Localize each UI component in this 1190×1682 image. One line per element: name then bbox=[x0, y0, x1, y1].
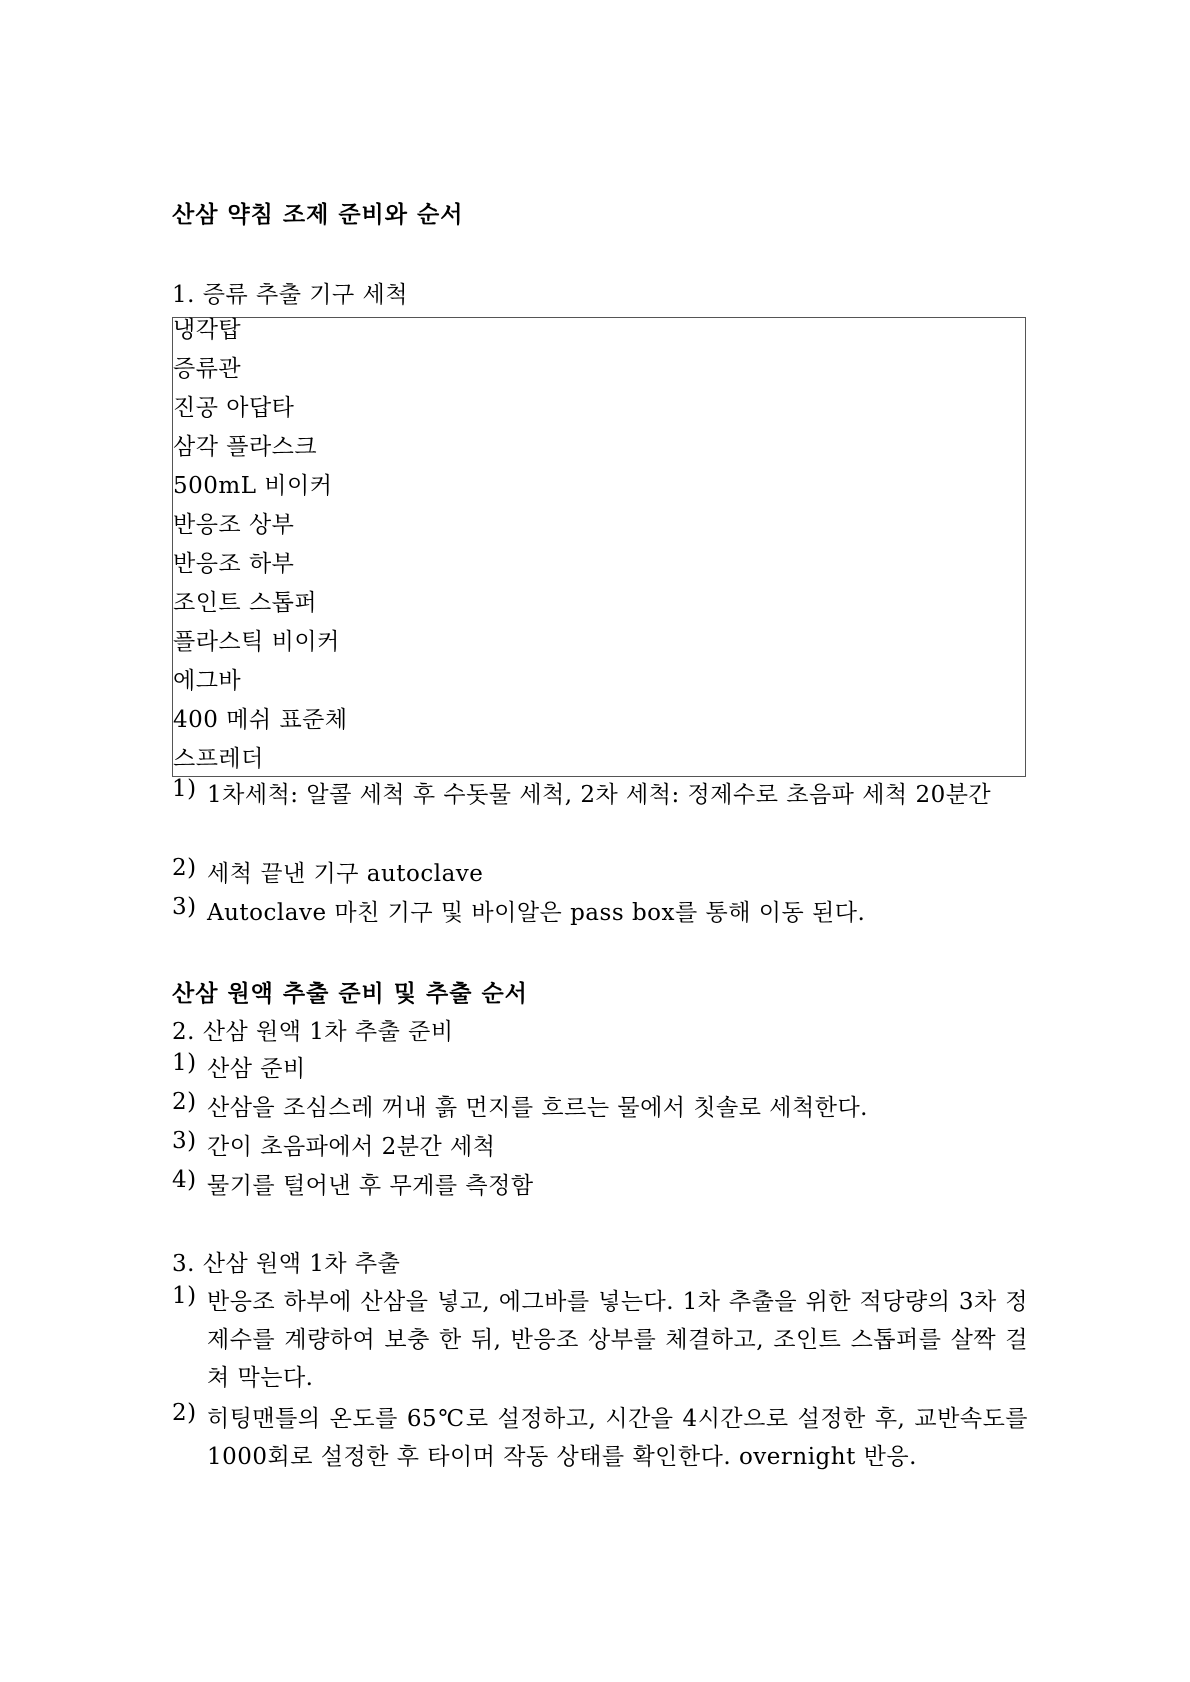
equipment-item: 반응조 하부 bbox=[173, 551, 295, 577]
equipment-item: 400 메쉬 표준체 bbox=[173, 707, 348, 733]
equipment-item: 증류관 bbox=[173, 356, 242, 382]
equipment-item: 삼각 플라스크 bbox=[173, 434, 318, 460]
list-number: 3) bbox=[172, 894, 197, 920]
list-text: 간이 초음파에서 2분간 세척 bbox=[207, 1134, 496, 1160]
list-number: 1) bbox=[172, 1050, 197, 1076]
equipment-item: 냉각탑 bbox=[173, 317, 242, 343]
section1-heading: 1. 증류 추출 기구 세척 bbox=[172, 282, 408, 308]
list-text: 물기를 털어낸 후 무게를 측정함 bbox=[207, 1173, 534, 1199]
list-number: 2) bbox=[172, 855, 197, 881]
equipment-item: 에그바 bbox=[173, 668, 242, 694]
list-text: Autoclave 마친 기구 및 바이알은 pass box를 통해 이동 된다. bbox=[207, 900, 866, 926]
list-number: 1) bbox=[172, 1283, 197, 1309]
section3-heading: 3. 산삼 원액 1차 추출 bbox=[172, 1251, 401, 1277]
list-number: 4) bbox=[172, 1167, 197, 1193]
list-text: 반응조 하부에 산삼을 넣고, 에그바를 넣는다. 1차 추출을 위한 적당량의 3차 정제수를 계량하여 보충 한 뒤, 반응조 상부를 체결하고, 조인트 스톱퍼를 살짝 걸쳐 막는다. bbox=[207, 1289, 1028, 1391]
list-text: 산삼을 조심스레 꺼내 흙 먼지를 흐르는 물에서 칫솔로 세척한다. bbox=[207, 1095, 868, 1121]
equipment-table bbox=[172, 317, 1026, 777]
equipment-item: 플라스틱 비이커 bbox=[173, 629, 340, 655]
equipment-item: 500mL 비이커 bbox=[173, 473, 333, 499]
list-number: 3) bbox=[172, 1128, 197, 1154]
list-text: 1차세척: 알콜 세척 후 수돗물 세척, 2차 세척: 정제수로 초음파 세척 20분간 bbox=[207, 782, 992, 808]
list-text: 세척 끝낸 기구 autoclave bbox=[207, 861, 484, 887]
document-title: 산삼 약침 조제 준비와 순서 bbox=[172, 201, 464, 228]
equipment-item: 반응조 상부 bbox=[173, 512, 295, 538]
list-number: 1) bbox=[172, 776, 197, 802]
equipment-item: 조인트 스톱퍼 bbox=[173, 590, 318, 616]
list-number: 2) bbox=[172, 1089, 197, 1115]
section2-title: 산삼 원액 추출 준비 및 추출 순서 bbox=[172, 980, 528, 1007]
list-number: 2) bbox=[172, 1400, 197, 1426]
section2-heading: 2. 산삼 원액 1차 추출 준비 bbox=[172, 1019, 454, 1045]
equipment-item: 스프레더 bbox=[173, 746, 264, 772]
list-text: 히팅맨틀의 온도를 65℃로 설정하고, 시간을 4시간으로 설정한 후, 교반속도를 1000회로 설정한 후 타이머 작동 상태를 확인한다. overnight 반응. bbox=[207, 1406, 1028, 1470]
equipment-item: 진공 아답타 bbox=[173, 395, 295, 421]
list-text: 산삼 준비 bbox=[207, 1056, 306, 1082]
